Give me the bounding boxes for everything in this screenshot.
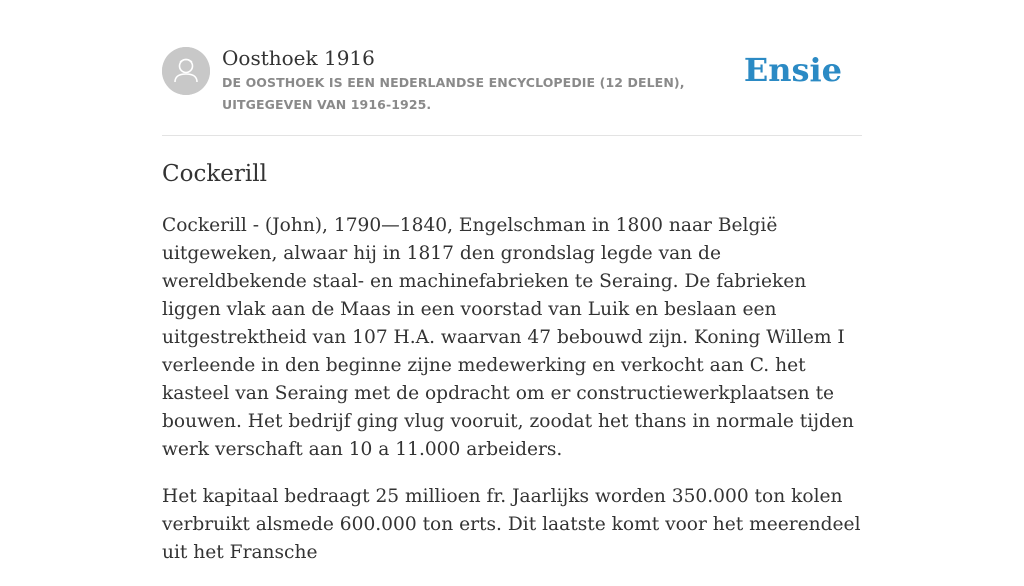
source-title[interactable]: Oosthoek 1916 [222, 46, 375, 70]
source-description: DE OOSTHOEK IS EEN NEDERLANDSE ENCYCLOPEDIE (12 DELEN), UITGEGEVEN VAN 1916-1925. [222, 75, 685, 112]
article-paragraph-1: Cockerill - (John), 1790—1840, Engelschman in 1800 naar België uitgeweken, alwaar hij in 1817 den grondslag legde van de wereldbekende staal- en machinefabrieken te Seraing. De fabrieken liggen vlak aan de Maas in een voorstad van Luik en beslaan een uitgestrektheid van 107 H.A. waarvan 47 bebouwd zijn. Koning Willem I verleende in den beginne zijne medewerking en verkocht aan C. het kasteel van Seraing met de opdracht om er constructiewerkplaatsen te bouwen. Het bedrijf ging vlug vooruit, zoodat het thans in normale tijden werk verschaft aan 10 a 11.000 arbeiders. [162, 215, 854, 460]
ensie-logo[interactable]: Ensie [743, 51, 842, 89]
source-header [162, 45, 862, 135]
user-avatar-icon[interactable] [162, 47, 210, 95]
article-title: Cockerill [162, 161, 267, 187]
article-body [162, 212, 862, 586]
article-paragraph-2: Het kapitaal bedraagt 25 millioen fr. Jaarlijks worden 350.000 ton kolen verbruikt alsmede 600.000 ton erts. Dit laatste komt voor het meerendeel uit het Fransche [162, 486, 861, 563]
header-divider [162, 135, 862, 136]
